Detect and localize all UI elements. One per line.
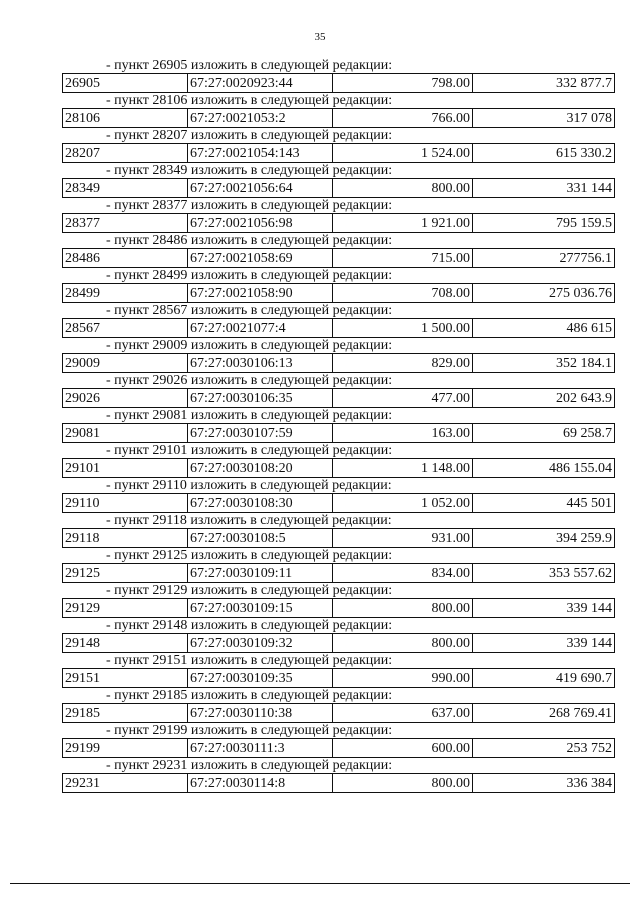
area-cell: 600.00: [332, 739, 472, 757]
item-number-cell: 29199: [62, 739, 187, 757]
cadastral-number-cell: 67:27:0030109:32: [187, 634, 332, 652]
cadastral-number-cell: 67:27:0021056:64: [187, 179, 332, 197]
item-number-cell: 28567: [62, 319, 187, 337]
item-number-cell: 29101: [62, 459, 187, 477]
value-cell: 352 184.1: [472, 354, 615, 372]
table-row: [62, 143, 615, 163]
amendment-caption: - пункт 29129 изложить в следующей редакции:: [106, 583, 393, 598]
cadastral-number-cell: 67:27:0030114:8: [187, 774, 332, 792]
amendment-entry: [62, 478, 615, 513]
table-row: [62, 423, 615, 443]
value-cell: 486 155.04: [472, 459, 615, 477]
amendment-entry: [62, 723, 615, 758]
amendment-entry: [62, 373, 615, 408]
amendment-caption: - пункт 28567 изложить в следующей редакции:: [106, 303, 393, 318]
table-row: [62, 738, 615, 758]
area-cell: 800.00: [332, 179, 472, 197]
amendment-entry: [62, 268, 615, 303]
item-number-cell: 29231: [62, 774, 187, 792]
item-number-cell: 28486: [62, 249, 187, 267]
table-row: [62, 493, 615, 513]
area-cell: 829.00: [332, 354, 472, 372]
area-cell: 1 052.00: [332, 494, 472, 512]
cadastral-number-cell: 67:27:0030106:35: [187, 389, 332, 407]
area-cell: 834.00: [332, 564, 472, 582]
amendment-caption: - пункт 28207 изложить в следующей редакции:: [106, 128, 393, 143]
area-cell: 800.00: [332, 634, 472, 652]
amendment-caption: - пункт 29009 изложить в следующей редакции:: [106, 338, 393, 353]
cadastral-number-cell: 67:27:0020923:44: [187, 74, 332, 92]
cadastral-number-cell: 67:27:0030108:20: [187, 459, 332, 477]
amendment-entry: [62, 303, 615, 338]
cadastral-number-cell: 67:27:0021053:2: [187, 109, 332, 127]
amendment-caption: - пункт 29199 изложить в следующей редакции:: [106, 723, 393, 738]
value-cell: 486 615: [472, 319, 615, 337]
area-cell: 477.00: [332, 389, 472, 407]
item-number-cell: 29110: [62, 494, 187, 512]
amendment-entry: [62, 163, 615, 198]
table-row: [62, 668, 615, 688]
amendment-entry: [62, 653, 615, 688]
area-cell: 798.00: [332, 74, 472, 92]
cadastral-number-cell: 67:27:0030109:35: [187, 669, 332, 687]
value-cell: 202 643.9: [472, 389, 615, 407]
value-cell: 445 501: [472, 494, 615, 512]
amendment-entry: [62, 548, 615, 583]
item-number-cell: 29185: [62, 704, 187, 722]
amendment-caption: - пункт 29110 изложить в следующей редакции:: [106, 478, 392, 493]
cadastral-number-cell: 67:27:0030106:13: [187, 354, 332, 372]
amendment-entry: [62, 233, 615, 268]
area-cell: 931.00: [332, 529, 472, 547]
table-row: [62, 73, 615, 93]
cadastral-number-cell: 67:27:0021058:90: [187, 284, 332, 302]
amendment-entry: [62, 688, 615, 723]
item-number-cell: 26905: [62, 74, 187, 92]
amendment-caption: - пункт 29101 изложить в следующей редакции:: [106, 443, 393, 458]
value-cell: 795 159.5: [472, 214, 615, 232]
amendment-entry: [62, 513, 615, 548]
table-row: [62, 703, 615, 723]
cadastral-number-cell: 67:27:0021054:143: [187, 144, 332, 162]
value-cell: 615 330.2: [472, 144, 615, 162]
area-cell: 715.00: [332, 249, 472, 267]
area-cell: 990.00: [332, 669, 472, 687]
value-cell: 331 144: [472, 179, 615, 197]
table-row: [62, 108, 615, 128]
value-cell: 394 259.9: [472, 529, 615, 547]
cadastral-number-cell: 67:27:0030109:15: [187, 599, 332, 617]
amendment-caption: - пункт 28486 изложить в следующей редакции:: [106, 233, 393, 248]
item-number-cell: 29125: [62, 564, 187, 582]
area-cell: 708.00: [332, 284, 472, 302]
value-cell: 275 036.76: [472, 284, 615, 302]
value-cell: 253 752: [472, 739, 615, 757]
amendment-entry: [62, 408, 615, 443]
item-number-cell: 28349: [62, 179, 187, 197]
amendment-entry: [62, 128, 615, 163]
value-cell: 419 690.7: [472, 669, 615, 687]
table-row: [62, 563, 615, 583]
area-cell: 800.00: [332, 599, 472, 617]
table-row: [62, 318, 615, 338]
value-cell: 332 877.7: [472, 74, 615, 92]
item-number-cell: 28499: [62, 284, 187, 302]
table-row: [62, 283, 615, 303]
amendment-caption: - пункт 29148 изложить в следующей редакции:: [106, 618, 393, 633]
cadastral-number-cell: 67:27:0021058:69: [187, 249, 332, 267]
amendment-entry: [62, 58, 615, 93]
amendment-caption: - пункт 28377 изложить в следующей редакции:: [106, 198, 393, 213]
item-number-cell: 29151: [62, 669, 187, 687]
footer-divider: [10, 883, 630, 884]
amendment-caption: - пункт 29151 изложить в следующей редакции:: [106, 653, 393, 668]
cadastral-number-cell: 67:27:0030109:11: [187, 564, 332, 582]
amendment-entry: [62, 443, 615, 478]
value-cell: 339 144: [472, 599, 615, 617]
table-row: [62, 633, 615, 653]
item-number-cell: 29148: [62, 634, 187, 652]
area-cell: 163.00: [332, 424, 472, 442]
table-row: [62, 388, 615, 408]
value-cell: 268 769.41: [472, 704, 615, 722]
item-number-cell: 29009: [62, 354, 187, 372]
item-number-cell: 28106: [62, 109, 187, 127]
table-row: [62, 213, 615, 233]
area-cell: 766.00: [332, 109, 472, 127]
amendment-caption: - пункт 28349 изложить в следующей редакции:: [106, 163, 393, 178]
area-cell: 1 524.00: [332, 144, 472, 162]
value-cell: 336 384: [472, 774, 615, 792]
amendment-caption: - пункт 29081 изложить в следующей редакции:: [106, 408, 393, 423]
area-cell: 1 500.00: [332, 319, 472, 337]
area-cell: 1 148.00: [332, 459, 472, 477]
amendment-caption: - пункт 29231 изложить в следующей редакции:: [106, 758, 393, 773]
item-number-cell: 29026: [62, 389, 187, 407]
table-row: [62, 773, 615, 793]
amendment-caption: - пункт 28106 изложить в следующей редакции:: [106, 93, 393, 108]
cadastral-number-cell: 67:27:0021056:98: [187, 214, 332, 232]
cadastral-number-cell: 67:27:0030108:30: [187, 494, 332, 512]
table-row: [62, 598, 615, 618]
value-cell: 69 258.7: [472, 424, 615, 442]
item-number-cell: 29118: [62, 529, 187, 547]
value-cell: 339 144: [472, 634, 615, 652]
amendment-caption: - пункт 29125 изложить в следующей редакции:: [106, 548, 393, 563]
amendment-list: [62, 58, 615, 793]
table-row: [62, 528, 615, 548]
item-number-cell: 28207: [62, 144, 187, 162]
amendment-caption: - пункт 29118 изложить в следующей редакции:: [106, 513, 392, 528]
item-number-cell: 29129: [62, 599, 187, 617]
area-cell: 637.00: [332, 704, 472, 722]
amendment-caption: - пункт 26905 изложить в следующей редакции:: [106, 58, 393, 73]
area-cell: 1 921.00: [332, 214, 472, 232]
amendment-entry: [62, 618, 615, 653]
value-cell: 353 557.62: [472, 564, 615, 582]
table-row: [62, 458, 615, 478]
item-number-cell: 29081: [62, 424, 187, 442]
cadastral-number-cell: 67:27:0021077:4: [187, 319, 332, 337]
cadastral-number-cell: 67:27:0030110:38: [187, 704, 332, 722]
cadastral-number-cell: 67:27:0030107:59: [187, 424, 332, 442]
item-number-cell: 28377: [62, 214, 187, 232]
amendment-caption: - пункт 28499 изложить в следующей редакции:: [106, 268, 393, 283]
value-cell: 277756.1: [472, 249, 615, 267]
table-row: [62, 178, 615, 198]
value-cell: 317 078: [472, 109, 615, 127]
area-cell: 800.00: [332, 774, 472, 792]
table-row: [62, 353, 615, 373]
table-row: [62, 248, 615, 268]
cadastral-number-cell: 67:27:0030111:3: [187, 739, 332, 757]
amendment-caption: - пункт 29185 изложить в следующей редакции:: [106, 688, 393, 703]
amendment-entry: [62, 338, 615, 373]
page-number: 35: [314, 31, 326, 43]
cadastral-number-cell: 67:27:0030108:5: [187, 529, 332, 547]
amendment-entry: [62, 198, 615, 233]
amendment-entry: [62, 583, 615, 618]
amendment-caption: - пункт 29026 изложить в следующей редакции:: [106, 373, 393, 388]
amendment-entry: [62, 758, 615, 793]
amendment-entry: [62, 93, 615, 128]
